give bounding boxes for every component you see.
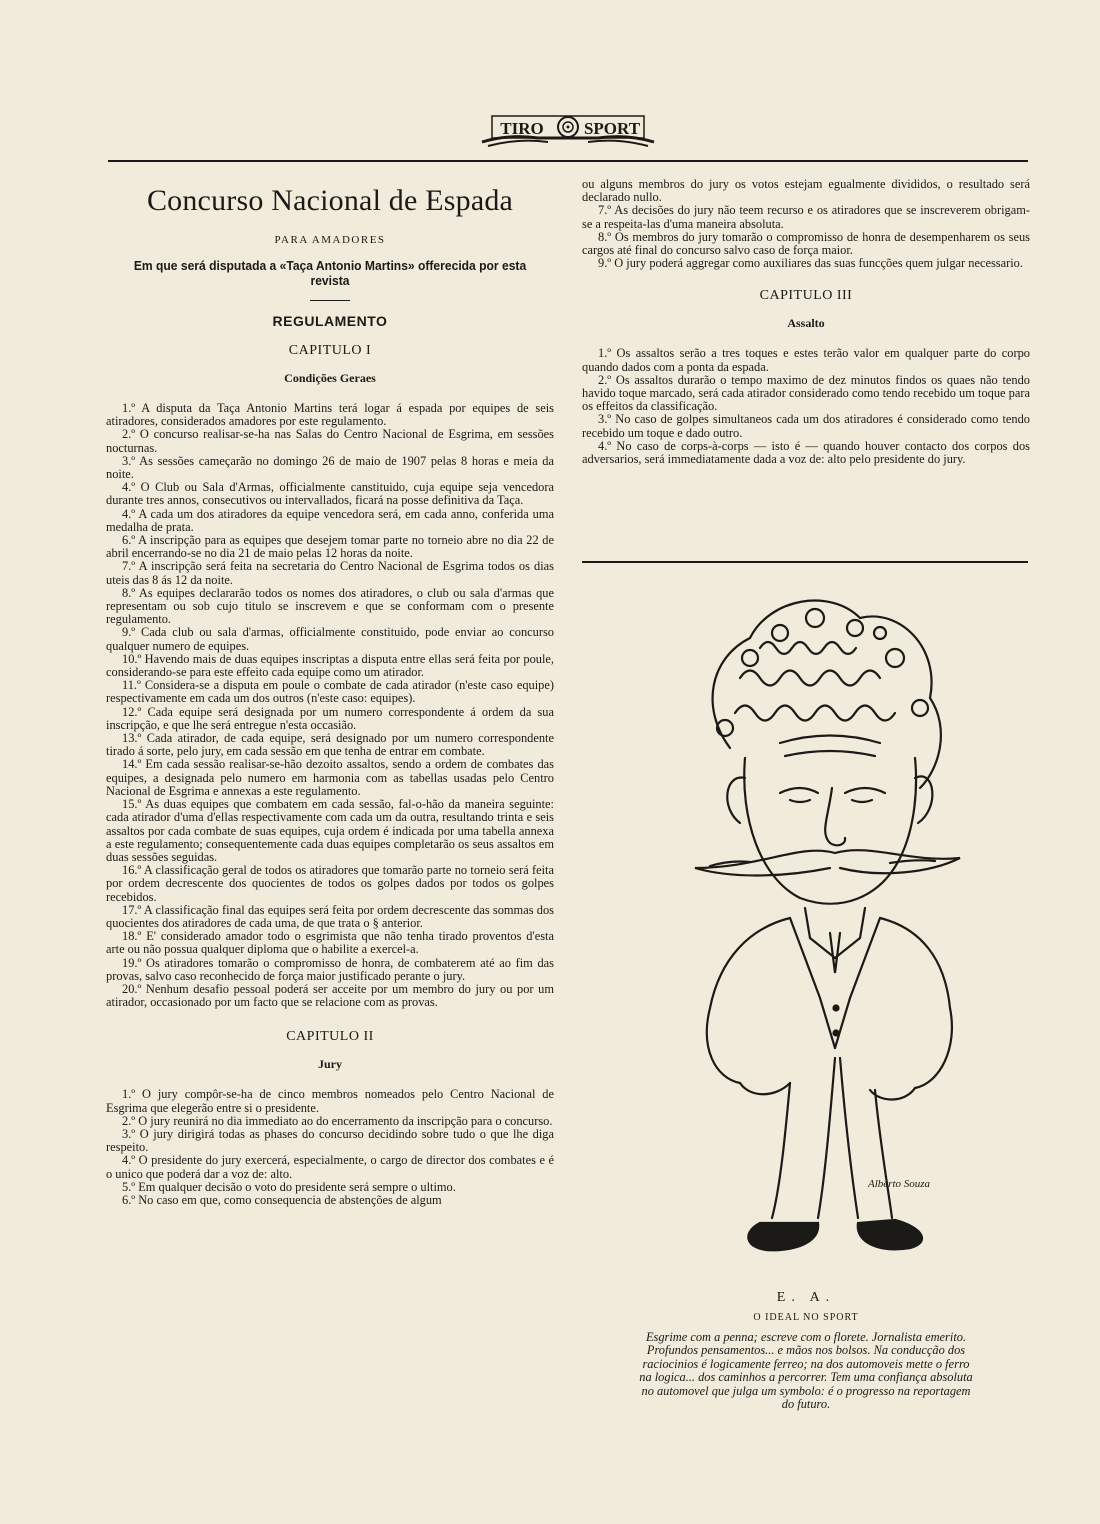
article: 4.º A cada um dos atiradores da equipe vencedora será, em cada anno, conferida uma medalha de prata. <box>106 506 554 534</box>
subtitle-amadores: PARA AMADORES <box>274 234 386 246</box>
article: ou alguns membros do jury os votos estejam egualmente divididos, o resultado será declarado nullo. <box>582 177 1030 205</box>
chapter-2-title: CAPITULO II <box>286 1029 374 1045</box>
chapter-1-articles <box>106 402 554 1009</box>
article: 7.º A inscripção será feita na secretaria do Centro Nacional de Esgrima todos os dias uteis das 8 ás 12 da noite. <box>106 559 554 587</box>
header-rule <box>108 160 1028 162</box>
short-divider <box>310 300 350 301</box>
chapter-3-articles <box>582 347 1030 466</box>
caricature-portrait-icon <box>640 578 980 1278</box>
chapter-3-subtitle: Assalto <box>787 316 825 331</box>
article: 1.º A disputa da Taça Antonio Martins terá logar á espada por equipes de seis atiradores, considerados amadores por este regulamento. <box>106 401 554 429</box>
article: 1.º Os assaltos serão a tres toques e estes terão valor em qualquer parte do corpo quando dados com a ponta da espada. <box>582 346 1030 374</box>
article: 18.º E' considerado amador todo o esgrimista que não tenha tirado proventos d'esta arte ou não possua qualquer diploma que o habilite a exercel-a. <box>106 929 554 957</box>
article: 3.º O jury dirigirá todas as phases do concurso decidindo sobre tudo o que lhe diga respeito. <box>106 1126 554 1155</box>
article: 16.º A classificação geral de todos os atiradores que tomarão parte no torneio será feita por ordem decrescente dos quocientes de todos os golpes dados por todos os golpes recebidos. <box>106 863 554 904</box>
article: 14.º Em cada sessão realisar-se-hão dezoito assaltos, sendo a ordem de combates das equipes, a designada pelo numero em harmonia com as tabellas usadas pelo Centro Nacional de Esgrima e annexas a este regulamento. <box>106 757 554 798</box>
article: 8.º As equipes declararão todos os nomes dos atiradores, o club ou sala d'armas que representam ou sob cujo titulo se inscrevem e que se conformam com o presente regulamento. <box>106 585 554 627</box>
article: 2.º O jury reunirá no dia immediato ao do encerramento da inscripção para o concurso. <box>122 1113 553 1128</box>
article: 2.º Os assaltos durarão o tempo maximo de dez minutos findos os quaes não tendo havido toque marcado, será cada atirador considerado como tendo recebido um toque para os effeitos da classificação. <box>582 372 1030 414</box>
article: 6.º A inscripção para as equipes que desejem tomar parte no torneio abre no dia 22 de abril encerrando-se no dia 21 de maio pelas 12 horas da noite. <box>106 533 554 561</box>
article: 19.º Os atiradores tomarão o compromisso de honra, de combaterem até ao fim das provas, salvo caso reconhecido de força maior justificado perante o jury. <box>106 955 554 983</box>
article: 1.º O jury compôr-se-ha de cinco membros nomeados pelo Centro Nacional de Esgrima que elegerão entre si o presidente. <box>106 1087 554 1115</box>
article: 4.º No caso de corps-à-corps — isto é — quando houver contacto dos corpos dos adversarios, será immediatamente dada a voz de: alto pelo presidente do jury. <box>582 438 1030 467</box>
caption-heading: O IDEAL NO SPORT <box>753 1312 859 1323</box>
article: 8.º Os membros do jury tomarão o compromisso de honra de desempenharem os seus cargos até final do concurso salvo caso de força maior. <box>582 229 1030 258</box>
article: 15.º As duas equipes que combatem em cada sessão, fal-o-hão da maneira seguinte: cada atirador d'uma d'ellas respectivamente com cada um da outra, resultando trinta e seis assaltos por cada combate de suas equipes, cuja ordem é indicada por uma tabella annexa a este regulamento; consequentemente cada duas equipes completarão os seus assaltos em duas sessões seguidas. <box>106 797 554 864</box>
article: 17.º A classificação final das equipes será feita por ordem decrescente das sommas dos quocientes dos atiradores de cada uma, de que trata o § anterior. <box>106 902 554 930</box>
chapter-1-title: CAPITULO I <box>288 343 372 358</box>
logo-word-left: TIRO <box>500 119 544 138</box>
article: 11.º Considera-se a disputa em poule o combate de cada atirador (n'este caso equipe) respectivamente em cada um dos outros (n'este caso: equipes). <box>106 678 554 706</box>
article: 4.º O presidente do jury exercerá, especialmente, o cargo de director dos combates e é o unico que poderá dar a voz de: alto. <box>106 1153 554 1181</box>
masthead <box>478 108 658 152</box>
article: 10.º Havendo mais de duas equipes inscriptas a disputa entre ellas será feita por poule, considerando-se para este effeito cada equipe como um atirador. <box>106 651 554 680</box>
article-title: Concurso Nacional de Espada <box>146 184 514 217</box>
article: 12.º Cada equipe será designada por um numero correspondente á ordem da sua inscripção, e que lhe será entregue n'esta occasião. <box>106 704 554 732</box>
left-column <box>106 178 554 1227</box>
chapter-1-subtitle: Condições Geraes <box>284 371 376 385</box>
chapter-2-continued-articles <box>582 178 1030 270</box>
article: 9.º O jury poderá aggregar como auxiliares das suas funcções quem julgar necessario. <box>598 256 1023 271</box>
logo-word-right: SPORT <box>583 119 641 138</box>
article: 5.º Em qualquer decisão o voto do presidente será sempre o ultimo. <box>122 1179 456 1194</box>
article: 3.º As sessões cameçarão no domingo 26 de maio de 1907 pelas 8 horas e meia da noite. <box>106 453 554 482</box>
chapter-3-title: CAPITULO III <box>759 288 853 304</box>
caption-initials: E. A. <box>776 1290 836 1305</box>
chapter-2-subtitle: Jury <box>318 1057 342 1072</box>
article: 9.º Cada club ou sala d'armas, officialmente constituido, pode enviar ao concurso qualquer numero de equipes. <box>106 625 554 653</box>
chapter-2-articles <box>106 1088 554 1207</box>
caricature-caption <box>636 1290 976 1411</box>
section-divider <box>582 561 1028 563</box>
article: 6.º No caso em que, como consequencia de abstenções de algum <box>122 1192 442 1207</box>
subtitle-taca: Em que será disputada a «Taça Antonio Martins» offerecida por esta revista <box>133 258 527 288</box>
tiro-sport-logo-icon <box>478 108 658 152</box>
article: 3.º No caso de golpes simultaneos cada um dos atiradores é considerado como tendo recebido um toque e dado outro. <box>582 412 1030 440</box>
artist-signature: Alberto Souza <box>868 1178 931 1190</box>
article: 20.º Nenhum desafio pessoal poderá ser acceite por um membro do jury ou por um atirador, occasionado por um facto que se relacione com as provas. <box>106 981 554 1010</box>
article: 13.º Cada atirador, de cada equipe, será designado por um numero correspondente tirado á sorte, pelo jury, em cada sessão em que tenha de entrar em combate. <box>106 731 554 759</box>
caricature-illustration <box>640 578 980 1278</box>
caption-text: Esgrime com a penna; escreve com o florete. Jornalista emerito. Profundos pensamentos... e mãos nos bolsos. Na conducção dos raciocinios é logicamente ferreo; na dos automoveis mette o ferro na logica... dos caminhos a percorrer. Tem uma confiança absoluta no automovel que julga um symbolo: é o progresso na reportagem do futuro. <box>639 1330 973 1412</box>
right-column <box>582 178 1030 486</box>
regulamento-heading: REGULAMENTO <box>272 313 388 329</box>
article: 7.º As decisões do jury não teem recurso e os atiradores que se inscreverem obrigam-se a respeita-las d'uma maneira absoluta. <box>582 203 1030 231</box>
article: 2.º O concurso realisar-se-ha nas Salas do Centro Nacional de Esgrima, em sessões nocturnas. <box>106 427 554 455</box>
article: 4.º O Club ou Sala d'Armas, officialmente canstituido, cuja equipe seja vencedora durante tres annos, consecutivos ou intervallados, ficará na posse definitiva da Taça. <box>106 480 554 508</box>
